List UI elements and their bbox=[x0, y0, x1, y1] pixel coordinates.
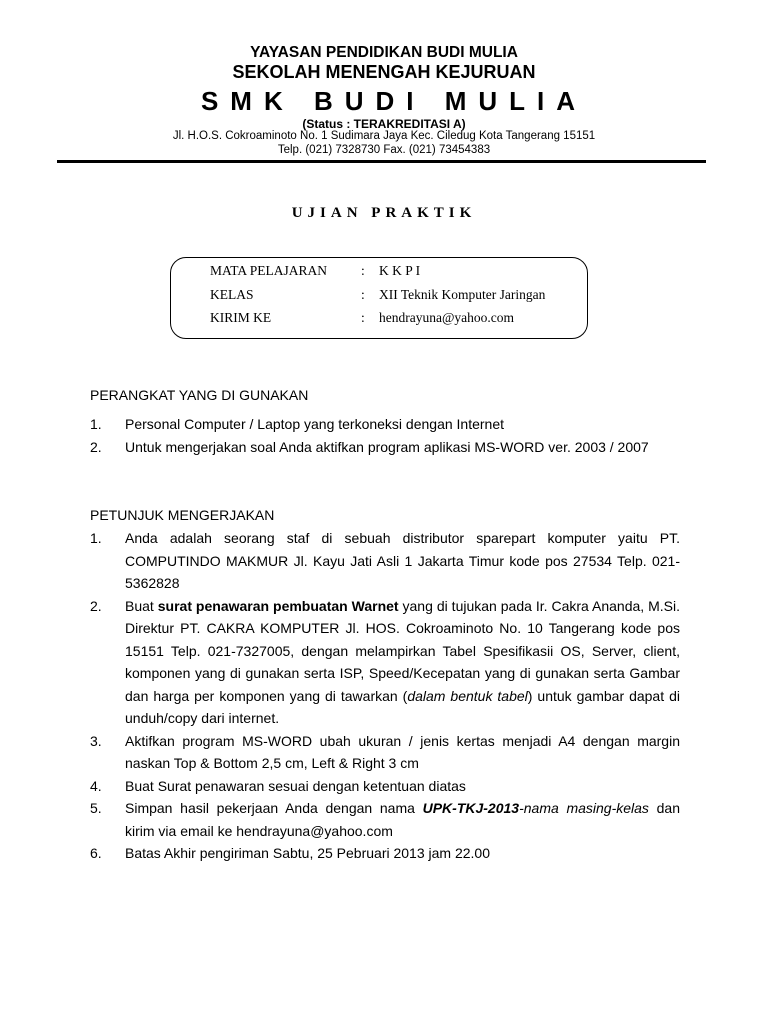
list-item bbox=[90, 595, 680, 730]
text-run: ) untuk gambar dapat di unduh/copy dari internet. bbox=[125, 687, 680, 726]
school-phone: Telp. (021) 7328730 Fax. (021) 73454383 bbox=[277, 144, 491, 156]
info-value: K K P I bbox=[379, 263, 421, 278]
list-item bbox=[90, 730, 680, 775]
section-heading-instructions: PETUNJUK MENGERJAKAN bbox=[90, 507, 275, 523]
list-number: 1. bbox=[90, 530, 102, 546]
list-number: 5. bbox=[90, 800, 102, 816]
list-number: 2. bbox=[90, 438, 102, 455]
accreditation-status: (Status : TERAKREDITASI A) bbox=[302, 117, 466, 131]
section-heading-equipment: PERANGKAT YANG DI GUNAKAN bbox=[90, 387, 309, 403]
foundation-name: YAYASAN PENDIDIKAN BUDI MULIA bbox=[250, 44, 518, 61]
list-number: 4. bbox=[90, 777, 102, 794]
emphasis-italic: -nama masing-kelas bbox=[519, 800, 649, 816]
text-run: yang di tujukan pada Ir. Cakra Ananda, M.Si. Direktur PT. CAKRA KOMPUTER Jl. HOS. Cokroaminoto No. 10 Tangerang kode pos 15151 Telp. 021-7327005, dengan melampirkan Tabel Spesifikasii OS, Server, client, komponen yang di gunakan serta ISP, Speed/Kecepatan yang di gunakan serta Gambar dan harga per komponen yang di tawarkan ( bbox=[125, 597, 680, 704]
list-number: 2. bbox=[90, 597, 102, 614]
info-colon: : bbox=[361, 287, 365, 302]
list-item bbox=[90, 413, 680, 436]
emphasis-italic: dalam bentuk tabel bbox=[407, 687, 528, 704]
list-item bbox=[90, 527, 680, 595]
list-item bbox=[90, 842, 680, 865]
list-text bbox=[125, 797, 680, 842]
list-item bbox=[90, 797, 680, 842]
list-number: 1. bbox=[90, 416, 102, 432]
list-item bbox=[90, 436, 680, 459]
school-address: Jl. H.O.S. Cokroaminoto No. 1 Sudimara Jaya Kec. Ciledug Kota Tangerang 15151 bbox=[172, 130, 596, 142]
list-number: 6. bbox=[90, 845, 102, 861]
info-colon: : bbox=[361, 263, 365, 278]
list-number: 3. bbox=[90, 732, 102, 749]
equipment-list bbox=[90, 413, 680, 458]
instructions-list bbox=[90, 527, 680, 865]
info-label: MATA PELAJARAN bbox=[210, 263, 328, 278]
list-text: Aktifkan program MS-WORD ubah ukuran / jenis kertas menjadi A4 dengan margin naskan Top & Bottom 2,5 cm, Left & Right 3 cm bbox=[125, 732, 680, 771]
info-label: KELAS bbox=[210, 287, 254, 302]
info-value: XII Teknik Komputer Jaringan bbox=[379, 287, 546, 302]
list-text: Untuk mengerjakan soal Anda aktifkan program aplikasi MS-WORD ver. 2003 / 2007 bbox=[125, 438, 649, 455]
list-text bbox=[125, 595, 680, 730]
school-name: SMK BUDI MULIA bbox=[200, 86, 588, 116]
info-colon: : bbox=[361, 310, 365, 325]
list-text: Personal Computer / Laptop yang terkoneksi dengan Internet bbox=[125, 416, 505, 432]
emphasis-bold: surat penawaran pembuatan Warnet bbox=[157, 597, 399, 614]
exam-info-box bbox=[170, 257, 588, 339]
exam-title: UJIAN PRAKTIK bbox=[291, 205, 477, 221]
school-type: SEKOLAH MENENGAH KEJURUAN bbox=[232, 62, 536, 82]
list-item bbox=[90, 775, 680, 798]
info-value: hendrayuna@yahoo.com bbox=[379, 310, 515, 325]
text-run: Buat bbox=[125, 597, 158, 614]
text-run: dan kirim via email ke hendrayuna@yahoo.com bbox=[125, 800, 680, 839]
letterhead-divider bbox=[57, 160, 706, 163]
text-run: Simpan hasil pekerjaan Anda dengan nama bbox=[125, 800, 423, 816]
list-text: Buat Surat penawaran sesuai dengan ketentuan diatas bbox=[125, 777, 466, 794]
list-text: Anda adalah seorang staf di sebuah distributor sparepart komputer yaitu PT. COMPUTINDO MAKMUR Jl. Kayu Jati Asli 1 Jakarta Timur kode pos 27534 Telp. 021-5362828 bbox=[125, 530, 680, 591]
emphasis-bold-italic: UPK-TKJ-2013 bbox=[422, 800, 520, 816]
list-text: Batas Akhir pengiriman Sabtu, 25 Pebruari 2013 jam 22.00 bbox=[125, 845, 491, 861]
info-label: KIRIM KE bbox=[210, 310, 272, 325]
